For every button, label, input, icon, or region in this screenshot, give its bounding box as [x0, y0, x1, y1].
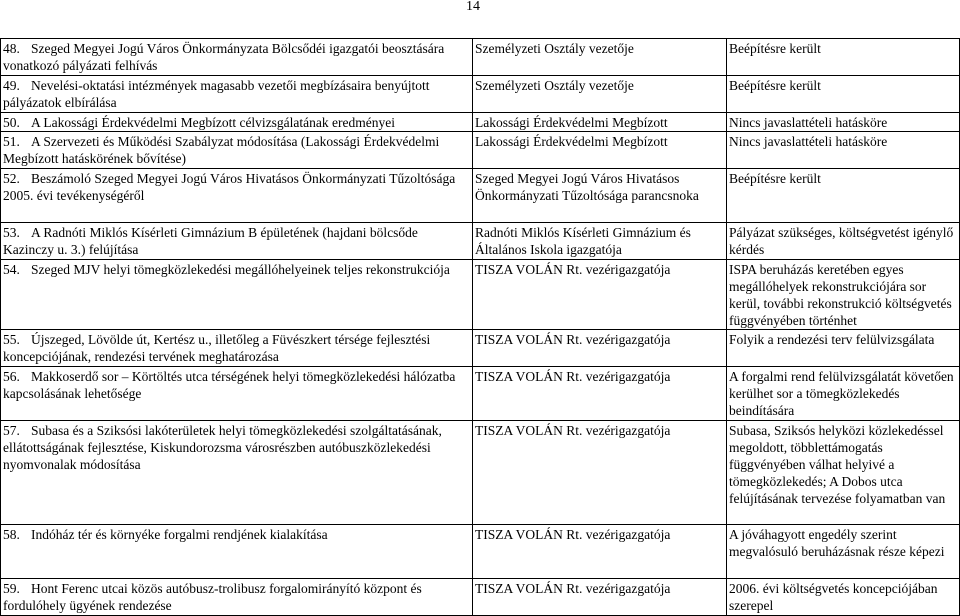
row-number: 53.	[3, 225, 20, 240]
status-cell	[727, 367, 960, 421]
row-responsible: Radnóti Miklós Kísérleti Gimnázium és Általános Iskola igazgatója	[474, 225, 691, 257]
row-number: 56.	[3, 369, 20, 384]
description-cell	[1, 525, 473, 579]
row-number: 52.	[3, 171, 20, 186]
row-description: Hont Ferenc utcai közös autóbusz-trolibusz forgalomirányító központ és fordulóhely ügyének rendezése	[3, 581, 422, 613]
status-cell	[727, 223, 960, 260]
table-row	[1, 76, 960, 113]
description-cell	[1, 579, 473, 616]
row-status: Beépítésre került	[729, 78, 821, 93]
table-row	[1, 132, 960, 169]
responsible-cell	[472, 330, 726, 367]
row-number: 48.	[3, 41, 20, 56]
row-number: 49.	[3, 78, 20, 93]
row-number: 58.	[3, 527, 20, 542]
row-description: Szeged MJV helyi tömegközlekedési megállóhelyeinek teljes rekonstrukciója	[31, 262, 450, 277]
row-responsible: Szeged Megyei Jogú Város Hivatásos Önkormányzati Tűzoltósága parancsnoka	[474, 171, 699, 203]
table-row	[1, 223, 960, 260]
row-description: Újszeged, Lövölde út, Kertész u., illetőleg a Füvészkert térsége fejlesztési koncepciójának, rendezési tervének meghatározása	[3, 332, 431, 364]
row-status: A forgalmi rend felülvizsgálatát követően kerülhet sor a tömegközlekedés beindítására	[729, 369, 954, 418]
description-cell	[1, 39, 473, 76]
description-cell	[1, 76, 473, 113]
responsible-cell	[472, 579, 726, 616]
responsible-cell	[472, 260, 726, 330]
row-number: 59.	[3, 581, 20, 596]
row-status: 2006. évi költségvetés koncepciójában szerepel	[729, 581, 938, 613]
row-responsible: TISZA VOLÁN Rt. vezérigazgatója	[474, 262, 671, 277]
responsible-cell	[472, 113, 726, 132]
row-status: Folyik a rendezési terv felülvizsgálata	[729, 332, 935, 347]
status-cell	[727, 579, 960, 616]
status-cell	[727, 132, 960, 169]
row-status: Beépítésre került	[729, 41, 821, 56]
table-row	[1, 579, 960, 616]
row-responsible: TISZA VOLÁN Rt. vezérigazgatója	[474, 581, 671, 596]
description-cell	[1, 223, 473, 260]
description-cell	[1, 132, 473, 169]
row-number: 51.	[3, 134, 20, 149]
page-number: 14	[466, 0, 480, 14]
row-description: Szeged Megyei Jogú Város Önkormányzata Bölcsődéi igazgatói beosztására vonatkozó pályázati felhívás	[3, 41, 445, 73]
status-cell	[727, 330, 960, 367]
row-status: Nincs javaslattételi hatásköre	[729, 115, 888, 130]
row-status: Pályázat szükséges, költségvetést igénylő kérdés	[729, 225, 954, 257]
row-responsible: Lakossági Érdekvédelmi Megbízott	[474, 115, 668, 130]
table-row	[1, 39, 960, 76]
row-description: A Szervezeti és Működési Szabályzat módosítása (Lakossági Érdekvédelmi Megbízott hatáskörének bővítése)	[3, 134, 440, 166]
row-status: Beépítésre került	[729, 171, 821, 186]
row-description: Subasa és a Sziksósi lakóterületek helyi tömegközlekedési szolgáltatásának, ellátottságának fejlesztése, Kiskundorozsma városrészben autóbuszközlekedési nyomvonalak módosítása	[3, 423, 442, 472]
status-cell	[727, 113, 960, 132]
row-number: 57.	[3, 423, 20, 438]
responsible-cell	[472, 169, 726, 223]
row-description: Beszámoló Szeged Megyei Jogú Város Hivatásos Önkormányzati Tűzoltósága 2005. évi tevékenységéről	[3, 171, 456, 203]
row-responsible: TISZA VOLÁN Rt. vezérigazgatója	[474, 527, 671, 542]
description-cell	[1, 367, 473, 421]
status-cell	[727, 525, 960, 579]
responsible-cell	[472, 132, 726, 169]
row-status: Subasa, Sziksós helyközi közlekedéssel megoldott, többlettámogatás függvényében válhat helyivé a tömegközlekedés; A Dobos utca felújításának tervezése folyamatban van	[729, 423, 946, 506]
row-number: 50.	[3, 115, 20, 130]
description-cell	[1, 421, 473, 525]
description-cell	[1, 113, 473, 132]
responsible-cell	[472, 421, 726, 525]
responsible-cell	[472, 39, 726, 76]
row-responsible: Személyzeti Osztály vezetője	[474, 41, 634, 56]
row-description: Nevelési-oktatási intézmények magasabb vezetői megbízásaira benyújtott pályázatok elbírálása	[3, 78, 430, 110]
row-status: A jóváhagyott engedély szerint megvalósuló beruházásnak része képezi	[729, 527, 945, 559]
status-cell	[727, 76, 960, 113]
status-cell	[727, 421, 960, 525]
row-description: A Radnóti Miklós Kísérleti Gimnázium B épületének (hajdani bölcsőde Kazinczy u. 3.) felújítása	[3, 225, 418, 257]
row-status: Nincs javaslattételi hatásköre	[729, 134, 888, 149]
table-row	[1, 525, 960, 579]
row-number: 54.	[3, 262, 20, 277]
description-cell	[1, 169, 473, 223]
table-row	[1, 260, 960, 330]
table-row	[1, 421, 960, 525]
status-cell	[727, 260, 960, 330]
row-responsible: TISZA VOLÁN Rt. vezérigazgatója	[474, 369, 671, 384]
status-cell	[727, 169, 960, 223]
row-responsible: TISZA VOLÁN Rt. vezérigazgatója	[474, 423, 671, 438]
row-number: 55.	[3, 332, 20, 347]
table-row	[1, 330, 960, 367]
description-cell	[1, 260, 473, 330]
row-description: A Lakossági Érdekvédelmi Megbízott célvizsgálatának eredményei	[31, 115, 395, 130]
row-description: Indóház tér és környéke forgalmi rendjének kialakítása	[31, 527, 328, 542]
row-responsible: TISZA VOLÁN Rt. vezérigazgatója	[474, 332, 671, 347]
status-cell	[727, 39, 960, 76]
row-responsible: Személyzeti Osztály vezetője	[474, 78, 634, 93]
table-row	[1, 169, 960, 223]
table-row	[1, 113, 960, 132]
responsible-cell	[472, 76, 726, 113]
responsible-cell	[472, 525, 726, 579]
row-status: ISPA beruházás keretében egyes megállóhelyek rekonstrukciójára sor kerül, további rekonstrukció költségvetés függvényében történhet	[729, 262, 952, 328]
row-description: Makkoserdő sor – Körtöltés utca térségének helyi tömegközlekedési hálózatba kapcsolásának lehetősége	[3, 369, 456, 401]
responsible-cell	[472, 223, 726, 260]
responsible-cell	[472, 367, 726, 421]
description-cell	[1, 330, 473, 367]
table-row	[1, 367, 960, 421]
row-responsible: Lakossági Érdekvédelmi Megbízott	[474, 134, 668, 149]
proposals-table	[0, 38, 960, 616]
